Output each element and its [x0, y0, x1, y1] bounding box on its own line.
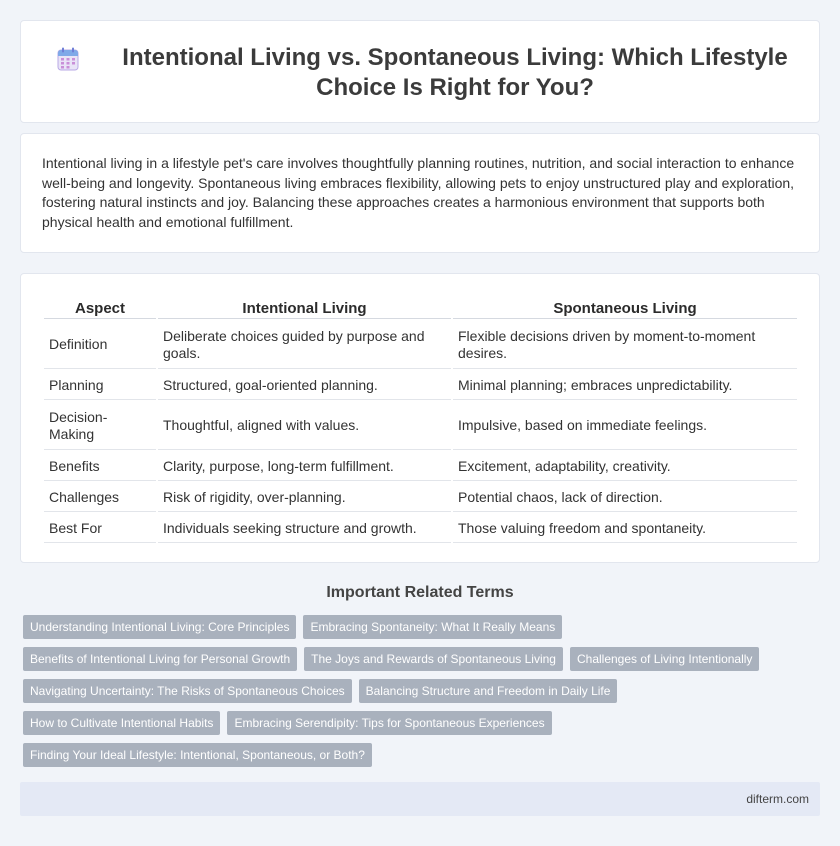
calendar-icon: [57, 47, 79, 71]
header-intentional: Intentional Living: [158, 297, 451, 319]
related-terms-title: Important Related Terms: [326, 584, 514, 601]
table-cell: Excitement, adaptability, creativity.: [453, 452, 797, 481]
intro-paragraph: Intentional living in a lifestyle pet's care involves thoughtfully planning routines, nutrition, and social interaction to enhance well-being and longevity. Spontaneous living embraces flexibility, allowing pets to enjoy unstructured play and exploration, fostering natural instincts and joy. Balancing these approaches creates a harmonious environment that supports both physical health and emotional fulfillment.: [42, 155, 795, 230]
related-term-link[interactable]: Embracing Serendipity: Tips for Spontaneous Experiences: [227, 711, 551, 735]
intro-card: [20, 133, 820, 253]
header-aspect: Aspect: [44, 297, 156, 319]
related-term-link[interactable]: Benefits of Intentional Living for Personal Growth: [23, 647, 297, 671]
table-cell: Best For: [44, 514, 156, 543]
related-term-link[interactable]: Understanding Intentional Living: Core Principles: [23, 615, 296, 639]
tag-row: [23, 743, 783, 767]
page-title: Intentional Living vs. Spontaneous Living: Which Lifestyle Choice Is Right for You?: [122, 44, 788, 101]
table-cell: Potential chaos, lack of direction.: [453, 483, 797, 512]
table-cell: Definition: [44, 321, 156, 369]
table-cell: Minimal planning; embraces unpredictability.: [453, 371, 797, 400]
table-row: [44, 321, 797, 369]
table-cell: Planning: [44, 371, 156, 400]
table-cell: Clarity, purpose, long-term fulfillment.: [158, 452, 451, 481]
title-card: [20, 20, 820, 123]
table-header-row: [44, 297, 797, 319]
related-term-link[interactable]: Balancing Structure and Freedom in Daily Life: [359, 679, 618, 703]
table-cell: Benefits: [44, 452, 156, 481]
footer-site-link[interactable]: difterm.com: [746, 792, 809, 806]
comparison-table: [42, 295, 799, 545]
table-row: [44, 514, 797, 543]
table-row: [44, 371, 797, 400]
table-cell: Those valuing freedom and spontaneity.: [453, 514, 797, 543]
related-term-link[interactable]: Embracing Spontaneity: What It Really Means: [303, 615, 562, 639]
related-term-link[interactable]: The Joys and Rewards of Spontaneous Living: [304, 647, 563, 671]
related-term-link[interactable]: Navigating Uncertainty: The Risks of Spontaneous Choices: [23, 679, 352, 703]
tag-row: [23, 679, 783, 703]
table-cell: Impulsive, based on immediate feelings.: [453, 402, 797, 450]
table-cell: Decision-Making: [44, 402, 156, 450]
related-terms-list: [23, 615, 783, 775]
table-row: [44, 402, 797, 450]
table-cell: Flexible decisions driven by moment-to-moment desires.: [453, 321, 797, 369]
tag-row: [23, 647, 783, 671]
table-cell: Individuals seeking structure and growth.: [158, 514, 451, 543]
table-row: [44, 483, 797, 512]
tag-row: [23, 711, 783, 735]
related-term-link[interactable]: How to Cultivate Intentional Habits: [23, 711, 220, 735]
tag-row: [23, 615, 783, 639]
table-cell: Thoughtful, aligned with values.: [158, 402, 451, 450]
comparison-card: [20, 273, 820, 563]
table-cell: Structured, goal-oriented planning.: [158, 371, 451, 400]
table-row: [44, 452, 797, 481]
related-term-link[interactable]: Finding Your Ideal Lifestyle: Intentional, Spontaneous, or Both?: [23, 743, 372, 767]
header-spontaneous: Spontaneous Living: [453, 297, 797, 319]
table-cell: Deliberate choices guided by purpose and goals.: [158, 321, 451, 369]
table-cell: Challenges: [44, 483, 156, 512]
related-term-link[interactable]: Challenges of Living Intentionally: [570, 647, 759, 671]
footer: [20, 782, 820, 816]
table-cell: Risk of rigidity, over-planning.: [158, 483, 451, 512]
